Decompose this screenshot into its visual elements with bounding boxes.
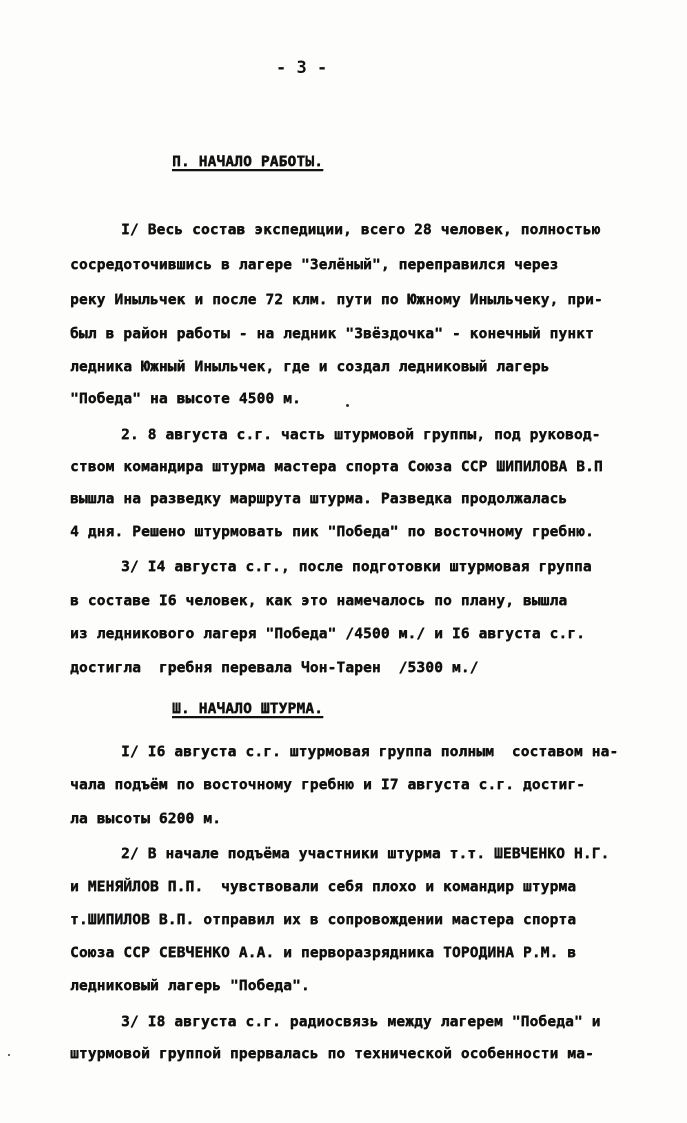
paragraph-line: достигла гребня перевала Чон-Тарен /5300 м./	[70, 660, 479, 676]
paragraph-line: ством командира штурма мастера спорта Союза ССР ШИПИЛОВА В.П	[70, 459, 603, 475]
scan-speck	[8, 1054, 10, 1056]
paragraph-line: 3/ I4 августа с.г., после подготовки штурмовая группа	[121, 559, 592, 575]
paragraph-line: 2/ В начале подъёма участники штурма т.т. ШЕВЧЕНКО Н.Г.	[121, 846, 610, 862]
section-heading-start-of-assault: Ш. НАЧАЛО ШТУРМА.	[172, 701, 323, 717]
paragraph-line: Союза ССР СЕВЧЕНКО А.А. и перворазрядника ТОРОДИНА Р.М. в	[70, 945, 577, 961]
paragraph-line: 2. 8 августа с.г. часть штурмовой группы, под руковод-	[121, 427, 601, 443]
scan-speck	[346, 404, 349, 407]
paragraph-line: I/ I6 августа с.г. штурмовая группа полным составом на-	[121, 744, 619, 760]
paragraph-line: сосредоточившись в лагере "Зелёный", переправился через	[70, 257, 559, 273]
paragraph-line: и МЕНЯЙЛОВ П.П. чувствовали себя плохо и командир штурма	[70, 879, 577, 895]
paragraph-line: реку Иныльчек и после 72 клм. пути по Южному Иныльчеку, при-	[70, 292, 603, 308]
page-number: - 3 -	[276, 58, 328, 78]
paragraph-line: "Победа" на высоте 4500 м.	[70, 391, 301, 407]
paragraph-line: вышла на разведку маршрута штурма. Разведка продолжалась	[70, 491, 568, 507]
paragraph-line: чала подъём по восточному гребню и I7 августа с.г. достиг-	[70, 777, 586, 793]
section-heading-start-of-work: П. НАЧАЛО РАБОТЫ.	[172, 154, 323, 170]
paragraph-line: из ледникового лагеря "Победа" /4500 м./ и I6 августа с.г.	[70, 626, 586, 642]
paragraph-line: 4 дня. Решено штурмовать пик "Победа" по восточному гребню.	[70, 524, 594, 540]
paragraph-line: был в район работы - на ледник "Звёздочка" - конечный пункт	[70, 326, 594, 342]
paragraph-line: 3/ I8 августа с.г. радиосвязь между лагерем "Победа" и	[121, 1014, 601, 1030]
paragraph-line: в составе I6 человек, как это намечалось по плану, вышла	[70, 593, 568, 609]
paragraph-line: ла высоты 6200 м.	[70, 811, 221, 827]
paragraph-line: штурмовой группой прервалась по технической особенности ма-	[70, 1046, 594, 1062]
paragraph-line: т.ШИПИЛОВ В.П. отправил их в сопровождении мастера спорта	[70, 912, 577, 928]
paragraph-line: I/ Весь состав экспедиции, всего 28 человек, полностью	[121, 222, 601, 238]
paragraph-line: ледника Южный Иныльчек, где и создал ледниковый лагерь	[70, 359, 550, 375]
paragraph-line: ледниковый лагерь "Победа".	[70, 978, 310, 994]
